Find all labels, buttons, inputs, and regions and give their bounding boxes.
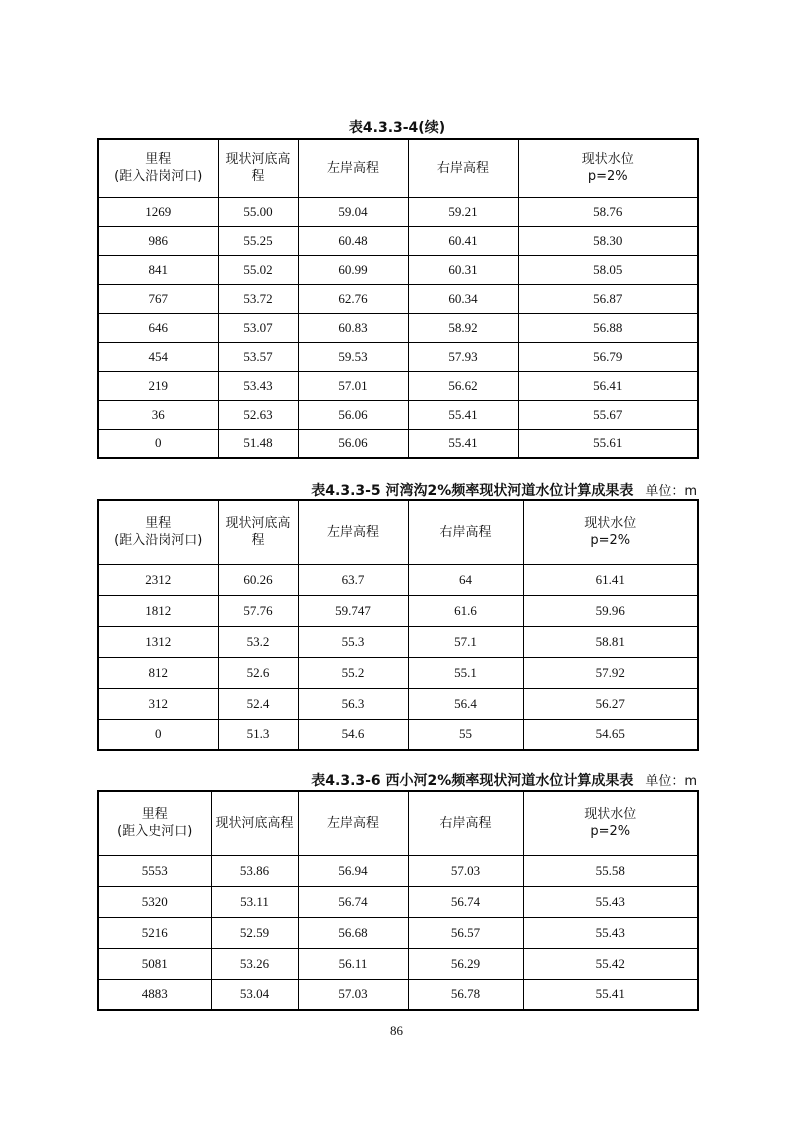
table-cell: 53.72 xyxy=(218,284,298,313)
table-cell: 1269 xyxy=(98,197,218,226)
header-row xyxy=(98,500,698,564)
table-cell: 56.3 xyxy=(298,688,408,719)
table-row xyxy=(98,313,698,342)
table-cell: 55.43 xyxy=(523,886,698,917)
table-cell: 56.87 xyxy=(518,284,698,313)
column-header: 里程 (距入史河口) xyxy=(98,791,211,855)
table-row xyxy=(98,886,698,917)
table-cell: 57.03 xyxy=(298,979,408,1010)
table-cell: 56.41 xyxy=(518,371,698,400)
table-cell: 58.05 xyxy=(518,255,698,284)
table-cell: 56.62 xyxy=(408,371,518,400)
table-cell: 56.27 xyxy=(523,688,698,719)
table-cell: 57.76 xyxy=(218,595,298,626)
table-cell: 56.94 xyxy=(298,855,408,886)
table2-unit: 单位：m xyxy=(645,484,697,499)
column-header: 现状水位 p=2% xyxy=(518,139,698,197)
table2-caption xyxy=(97,480,697,500)
table-cell: 55.58 xyxy=(523,855,698,886)
table2-title: 表4.3.3-5 河湾沟2%频率现状河道水位计算成果表 xyxy=(311,483,634,499)
table-cell: 57.92 xyxy=(523,657,698,688)
table-cell: 54.6 xyxy=(298,719,408,750)
table3 xyxy=(97,790,699,1011)
table-cell: 841 xyxy=(98,255,218,284)
table-row xyxy=(98,595,698,626)
table-cell: 52.59 xyxy=(211,917,298,948)
table-cell: 55.1 xyxy=(408,657,523,688)
table-cell: 56.88 xyxy=(518,313,698,342)
table-cell: 59.21 xyxy=(408,197,518,226)
column-header: 现状河底高程 xyxy=(211,791,298,855)
column-header: 右岸高程 xyxy=(408,791,523,855)
table-cell: 55.3 xyxy=(298,626,408,657)
table-cell: 454 xyxy=(98,342,218,371)
table-cell: 54.65 xyxy=(523,719,698,750)
table-cell: 51.3 xyxy=(218,719,298,750)
table-cell: 5320 xyxy=(98,886,211,917)
table-cell: 60.41 xyxy=(408,226,518,255)
table-cell: 53.57 xyxy=(218,342,298,371)
table-row xyxy=(98,400,698,429)
table-cell: 55.43 xyxy=(523,917,698,948)
table-cell: 1312 xyxy=(98,626,218,657)
table-cell: 56.29 xyxy=(408,948,523,979)
table3-title: 表4.3.3-6 西小河2%频率现状河道水位计算成果表 xyxy=(311,773,634,789)
table1-caption: 表4.3.3-4(续) xyxy=(348,120,446,136)
table3-unit: 单位：m xyxy=(645,774,697,789)
table-cell: 53.2 xyxy=(218,626,298,657)
table-row xyxy=(98,979,698,1010)
table-cell: 52.6 xyxy=(218,657,298,688)
table-cell: 59.53 xyxy=(298,342,408,371)
table-row xyxy=(98,688,698,719)
table-cell: 36 xyxy=(98,400,218,429)
table-cell: 53.86 xyxy=(211,855,298,886)
table-cell: 646 xyxy=(98,313,218,342)
column-header: 右岸高程 xyxy=(408,139,518,197)
table-cell: 57.03 xyxy=(408,855,523,886)
table-cell: 55 xyxy=(408,719,523,750)
table-row xyxy=(98,226,698,255)
table-cell: 55.41 xyxy=(523,979,698,1010)
table-cell: 60.99 xyxy=(298,255,408,284)
table-cell: 60.34 xyxy=(408,284,518,313)
table-cell: 53.43 xyxy=(218,371,298,400)
table-cell: 63.7 xyxy=(298,564,408,595)
table-row xyxy=(98,719,698,750)
table-cell: 5216 xyxy=(98,917,211,948)
column-header: 里程 (距入沿岗河口) xyxy=(98,500,218,564)
table-cell: 767 xyxy=(98,284,218,313)
table-row xyxy=(98,342,698,371)
table-cell: 59.747 xyxy=(298,595,408,626)
column-header: 现状水位 p=2% xyxy=(523,500,698,564)
table-cell: 51.48 xyxy=(218,429,298,458)
column-header: 左岸高程 xyxy=(298,139,408,197)
table-cell: 56.06 xyxy=(298,429,408,458)
table-cell: 55.41 xyxy=(408,400,518,429)
table-cell: 57.1 xyxy=(408,626,523,657)
table-row xyxy=(98,284,698,313)
table-row xyxy=(98,855,698,886)
table-cell: 219 xyxy=(98,371,218,400)
table-row xyxy=(98,948,698,979)
table-cell: 53.26 xyxy=(211,948,298,979)
table-cell: 5553 xyxy=(98,855,211,886)
table2 xyxy=(97,499,699,751)
table-cell: 60.83 xyxy=(298,313,408,342)
table-cell: 61.41 xyxy=(523,564,698,595)
column-header: 现状河底高 程 xyxy=(218,139,298,197)
table-cell: 1812 xyxy=(98,595,218,626)
table-cell: 55.25 xyxy=(218,226,298,255)
table-cell: 60.48 xyxy=(298,226,408,255)
table-cell: 56.68 xyxy=(298,917,408,948)
table-cell: 55.42 xyxy=(523,948,698,979)
column-header: 左岸高程 xyxy=(298,500,408,564)
table-cell: 58.81 xyxy=(523,626,698,657)
table-row xyxy=(98,657,698,688)
table-cell: 55.41 xyxy=(408,429,518,458)
table-cell: 56.74 xyxy=(298,886,408,917)
table-cell: 56.74 xyxy=(408,886,523,917)
table-cell: 59.96 xyxy=(523,595,698,626)
table-row xyxy=(98,255,698,284)
table-row xyxy=(98,564,698,595)
table-cell: 4883 xyxy=(98,979,211,1010)
table-cell: 56.11 xyxy=(298,948,408,979)
table-cell: 55.61 xyxy=(518,429,698,458)
table-cell: 60.31 xyxy=(408,255,518,284)
table-row xyxy=(98,917,698,948)
table-row xyxy=(98,429,698,458)
table-cell: 5081 xyxy=(98,948,211,979)
header-row xyxy=(98,139,698,197)
table-cell: 58.30 xyxy=(518,226,698,255)
table-cell: 986 xyxy=(98,226,218,255)
table-cell: 0 xyxy=(98,429,218,458)
table-cell: 59.04 xyxy=(298,197,408,226)
table-cell: 56.78 xyxy=(408,979,523,1010)
column-header: 左岸高程 xyxy=(298,791,408,855)
table-cell: 55.02 xyxy=(218,255,298,284)
table-cell: 56.06 xyxy=(298,400,408,429)
table-cell: 52.63 xyxy=(218,400,298,429)
table-cell: 62.76 xyxy=(298,284,408,313)
table-cell: 812 xyxy=(98,657,218,688)
table-cell: 55.2 xyxy=(298,657,408,688)
table1 xyxy=(97,138,699,459)
table-cell: 60.26 xyxy=(218,564,298,595)
table-cell: 55.00 xyxy=(218,197,298,226)
table-row xyxy=(98,197,698,226)
table-cell: 312 xyxy=(98,688,218,719)
table-cell: 52.4 xyxy=(218,688,298,719)
table-cell: 64 xyxy=(408,564,523,595)
table3-caption xyxy=(97,770,697,790)
table-cell: 53.11 xyxy=(211,886,298,917)
table-cell: 0 xyxy=(98,719,218,750)
table-row xyxy=(98,371,698,400)
column-header: 里程 (距入沿岗河口) xyxy=(98,139,218,197)
column-header: 现状河底高 程 xyxy=(218,500,298,564)
table-cell: 56.4 xyxy=(408,688,523,719)
table-cell: 58.76 xyxy=(518,197,698,226)
table-cell: 56.57 xyxy=(408,917,523,948)
page-number: 86 xyxy=(390,1023,403,1038)
header-row xyxy=(98,791,698,855)
table-cell: 55.67 xyxy=(518,400,698,429)
table-cell: 53.04 xyxy=(211,979,298,1010)
table-cell: 53.07 xyxy=(218,313,298,342)
table-cell: 61.6 xyxy=(408,595,523,626)
table-cell: 56.79 xyxy=(518,342,698,371)
table-cell: 57.01 xyxy=(298,371,408,400)
table-cell: 2312 xyxy=(98,564,218,595)
column-header: 现状水位 p=2% xyxy=(523,791,698,855)
table-row xyxy=(98,626,698,657)
table-cell: 57.93 xyxy=(408,342,518,371)
column-header: 右岸高程 xyxy=(408,500,523,564)
table-cell: 58.92 xyxy=(408,313,518,342)
